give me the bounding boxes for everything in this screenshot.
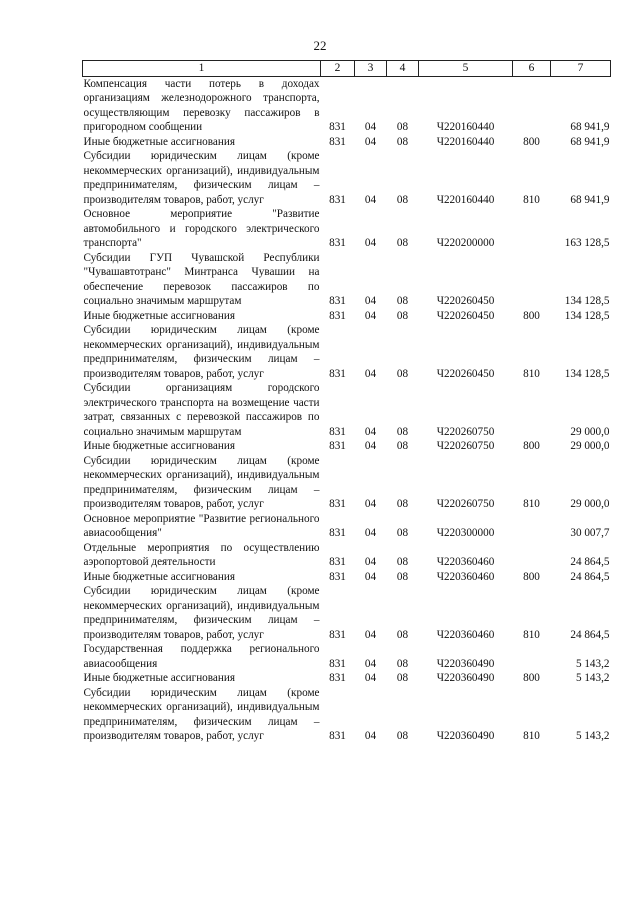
row-subsection-code: 08 (396, 135, 409, 148)
row-section-code: 04 (364, 440, 377, 452)
row-amount: 30 007,7 (570, 527, 610, 539)
table-row (83, 135, 611, 150)
column-header: 5 (419, 61, 513, 77)
row-section-code: 04 (364, 672, 377, 684)
row-expense-type: 800 (523, 440, 540, 452)
row-amount: 29 000,0 (570, 498, 610, 510)
row-admin-code: 831 (329, 309, 346, 322)
row-subsection-code: 08 (396, 730, 409, 742)
row-amount: 163 128,5 (564, 237, 610, 249)
row-section-code: 04 (364, 135, 377, 148)
row-section-code: 04 (364, 237, 377, 249)
row-expense-type: 810 (523, 628, 540, 641)
row-subsection-code: 08 (396, 498, 409, 510)
row-subsection-code: 08 (396, 440, 409, 452)
column-header: 7 (551, 61, 611, 77)
row-target-code: Ч220360490 (436, 730, 495, 742)
row-admin-code: 831 (329, 498, 346, 510)
table-row (83, 439, 611, 454)
row-name: Субсидии юридическим лицам (кроме некоммерческих организаций), индивидуальным предпринимателям, физическим лицам – производителям товаров, работ, услуг (83, 324, 320, 380)
row-name: Государственная поддержка регионального авиасообщения (83, 643, 320, 670)
row-subsection-code: 08 (396, 309, 409, 322)
table-row (83, 541, 611, 570)
row-name: Субсидии юридическим лицам (кроме некоммерческих организаций), индивидуальным предпринимателям, физическим лицам – производителям товаров, работ, услуг (83, 585, 320, 641)
row-section-code: 04 (364, 121, 377, 133)
row-target-code: Ч220360490 (436, 672, 495, 684)
table-row (83, 570, 611, 585)
row-name: Иные бюджетные ассигнования (83, 135, 235, 148)
row-name: Компенсация части потерь в доходах организациям железнодорожного транспорта, осуществляющим перевозку пассажиров в пригородном сообщении (83, 77, 320, 133)
table-row (83, 671, 611, 686)
column-header: 2 (321, 61, 355, 77)
row-name: Субсидии юридическим лицам (кроме некоммерческих организаций), индивидуальным предпринимателям, физическим лицам – производителям товаров, работ, услуг (83, 454, 320, 510)
budget-table (82, 60, 611, 744)
row-name: Субсидии юридическим лицам (кроме некоммерческих организаций), индивидуальным предпринимателям, физическим лицам – производителям товаров, работ, услуг (83, 686, 320, 742)
column-header: 1 (83, 61, 321, 77)
row-target-code: Ч220260750 (436, 440, 495, 452)
row-expense-type: 800 (523, 672, 540, 684)
row-subsection-code: 08 (396, 657, 409, 670)
row-amount: 134 128,5 (564, 295, 610, 307)
row-admin-code: 831 (329, 295, 346, 307)
row-admin-code: 831 (329, 425, 346, 438)
row-expense-type: 810 (523, 193, 540, 206)
row-expense-type: 800 (523, 570, 540, 583)
row-name: Основное мероприятие "Развитие автомобильного и городского электрического транспорта" (83, 208, 320, 249)
row-section-code: 04 (364, 295, 377, 307)
table-row (83, 454, 611, 512)
row-subsection-code: 08 (396, 570, 409, 583)
row-section-code: 04 (364, 628, 377, 641)
row-amount: 5 143,2 (575, 657, 610, 670)
row-subsection-code: 08 (396, 237, 409, 249)
row-admin-code: 831 (329, 440, 346, 452)
table-row (83, 76, 611, 135)
row-subsection-code: 08 (396, 556, 409, 568)
row-name: Иные бюджетные ассигнования (83, 309, 235, 322)
table-row (83, 642, 611, 671)
row-target-code: Ч220300000 (436, 527, 495, 539)
page-number: 22 (313, 38, 327, 53)
row-admin-code: 831 (329, 672, 346, 684)
table-row (83, 207, 611, 251)
row-admin-code: 831 (329, 657, 346, 670)
row-admin-code: 831 (329, 527, 346, 539)
row-amount: 24 864,5 (570, 628, 610, 641)
row-target-code: Ч220260450 (436, 295, 495, 307)
row-admin-code: 831 (329, 570, 346, 583)
row-admin-code: 831 (329, 367, 346, 380)
row-expense-type: 800 (523, 309, 540, 322)
row-expense-type: 810 (523, 498, 540, 510)
row-section-code: 04 (364, 309, 377, 322)
table-row (83, 381, 611, 439)
row-amount: 29 000,0 (570, 440, 610, 452)
column-header: 6 (513, 61, 551, 77)
row-section-code: 04 (364, 425, 377, 438)
row-admin-code: 831 (329, 193, 346, 206)
row-expense-type (513, 251, 551, 309)
row-name: Субсидии юридическим лицам (кроме некоммерческих организаций), индивидуальным предпринимателям, физическим лицам – производителям товаров, работ, услуг (83, 150, 320, 206)
row-section-code: 04 (364, 193, 377, 206)
row-expense-type: 800 (523, 135, 540, 148)
row-target-code: Ч220160440 (436, 193, 495, 206)
row-subsection-code: 08 (396, 628, 409, 641)
row-section-code: 04 (364, 657, 377, 670)
table-row (83, 309, 611, 324)
row-name: Иные бюджетные ассигнования (83, 672, 235, 684)
row-expense-type (513, 512, 551, 541)
row-expense-type (513, 76, 551, 135)
row-section-code: 04 (364, 498, 377, 510)
row-target-code: Ч220200000 (436, 237, 495, 249)
row-name: Иные бюджетные ассигнования (83, 570, 235, 583)
row-admin-code: 831 (329, 556, 346, 568)
row-admin-code: 831 (329, 135, 346, 148)
table-row (83, 323, 611, 381)
row-target-code: Ч220360460 (436, 570, 495, 583)
table-row (83, 149, 611, 207)
row-amount: 5 143,2 (575, 730, 610, 742)
row-target-code: Ч220160440 (436, 135, 495, 148)
row-expense-type: 810 (523, 367, 540, 380)
row-amount: 134 128,5 (564, 309, 610, 322)
row-target-code: Ч220360460 (436, 628, 495, 641)
row-amount: 24 864,5 (570, 570, 610, 583)
column-header: 3 (355, 61, 387, 77)
row-target-code: Ч220160440 (436, 121, 495, 133)
row-section-code: 04 (364, 367, 377, 380)
row-amount: 68 941,9 (570, 121, 610, 133)
row-target-code: Ч220260750 (436, 498, 495, 510)
row-section-code: 04 (364, 556, 377, 568)
row-amount: 24 864,5 (570, 556, 610, 568)
row-subsection-code: 08 (396, 672, 409, 684)
table-row (83, 584, 611, 642)
row-section-code: 04 (364, 570, 377, 583)
row-expense-type (513, 541, 551, 570)
row-admin-code: 831 (329, 730, 346, 742)
row-target-code: Ч220260450 (436, 367, 495, 380)
row-subsection-code: 08 (396, 121, 409, 133)
table-body (83, 76, 611, 744)
row-subsection-code: 08 (396, 193, 409, 206)
row-amount: 5 143,2 (575, 672, 610, 684)
row-amount: 134 128,5 (564, 367, 610, 380)
row-target-code: Ч220360490 (436, 657, 495, 670)
row-expense-type: 810 (523, 730, 540, 742)
row-target-code: Ч220360460 (436, 556, 495, 568)
row-name: Иные бюджетные ассигнования (83, 440, 235, 452)
row-section-code: 04 (364, 730, 377, 742)
row-name: Субсидии организациям городского электрического транспорта на возмещение части затрат, связанных с перевозкой пассажиров по социально значимым маршрутам (83, 382, 320, 438)
row-subsection-code: 08 (396, 367, 409, 380)
row-amount: 29 000,0 (570, 425, 610, 438)
row-admin-code: 831 (329, 628, 346, 641)
row-name: Основное мероприятие "Развитие регионального авиасообщения" (83, 512, 320, 539)
table-header-row (83, 61, 611, 77)
row-admin-code: 831 (329, 237, 346, 249)
row-name: Отдельные мероприятия по осуществлению аэропортовой деятельности (83, 541, 320, 568)
table-row (83, 251, 611, 309)
row-name: Субсидии ГУП Чувашской Республики "Чувашавтотранс" Минтранса Чувашии на обеспечение перевозок пассажиров по социально значимым маршрутам (83, 251, 320, 307)
row-expense-type (513, 207, 551, 251)
row-target-code: Ч220260450 (436, 309, 495, 322)
table-row (83, 686, 611, 744)
row-expense-type (513, 642, 551, 671)
row-amount: 68 941,9 (570, 193, 610, 206)
row-target-code: Ч220260750 (436, 425, 495, 438)
row-expense-type (513, 381, 551, 439)
column-header: 4 (387, 61, 419, 77)
row-subsection-code: 08 (396, 425, 409, 438)
row-section-code: 04 (364, 527, 377, 539)
row-subsection-code: 08 (396, 527, 409, 539)
table-row (83, 512, 611, 541)
row-admin-code: 831 (329, 121, 346, 133)
row-amount: 68 941,9 (570, 135, 610, 148)
row-subsection-code: 08 (396, 295, 409, 307)
